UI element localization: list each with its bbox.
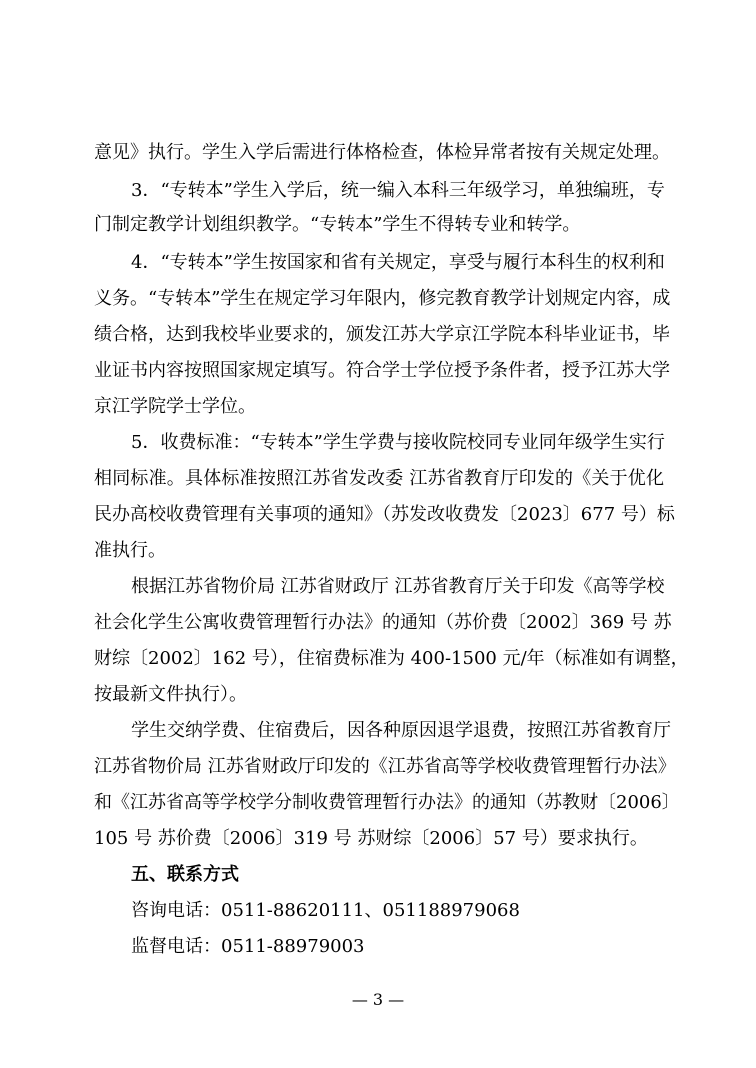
paragraph-line: 4．“专转本”学生按国家和省有关规定，享受与履行本科生的权利和 (131, 252, 665, 273)
paragraph-line: 3．“专转本”学生入学后，统一编入本科三年级学习，单独编班，专 (131, 180, 665, 201)
consult-phone: 咨询电话：0511-88620111、051188979068 (131, 900, 520, 921)
paragraph-line: 5．收费标准：“专转本”学生学费与接收院校同专业同年级学生实行 (131, 432, 665, 453)
section-heading: 五、联系方式 (131, 864, 239, 885)
paragraph-line: 义务。“专转本”学生在规定学习年限内，修完教育教学计划规定内容，成 (94, 288, 671, 309)
supervise-phone: 监督电话：0511-88979003 (131, 936, 365, 957)
paragraph-line: 民办高校收费管理有关事项的通知》（苏发改收费发〔2023〕677 号）标 (94, 504, 675, 525)
paragraph-line: 江苏省物价局 江苏省财政厅印发的《江苏省高等学校收费管理暂行办法》 (94, 756, 676, 777)
paragraph-line: 业证书内容按照国家规定填写。符合学士学位授予条件者，授予江苏大学 (94, 360, 670, 381)
paragraph-line: 社会化学生公寓收费管理暂行办法》的通知（苏价费〔2002〕369 号 苏 (94, 612, 672, 633)
page-number: — 3 — (351, 990, 405, 1009)
paragraph-line: 绩合格，达到我校毕业要求的，颁发江苏大学京江学院本科毕业证书，毕 (94, 324, 670, 345)
paragraph-line: 和《江苏省高等学校学分制收费管理暂行办法》的通知（苏教财〔2006〕 (94, 792, 680, 813)
paragraph-line: 学生交纳学费、住宿费后，因各种原因退学退费，按照江苏省教育厅 (131, 720, 671, 741)
paragraph-line: 财综〔2002〕162 号），住宿费标准为 400-1500 元/年（标准如有调整， (94, 648, 689, 669)
paragraph-line: 京江学院学士学位。 (94, 396, 256, 417)
paragraph-line: 105 号 苏价费〔2006〕319 号 苏财综〔2006〕57 号）要求执行。 (94, 828, 648, 849)
paragraph-line: 相同标准。具体标准按照江苏省发改委 江苏省教育厅印发的《关于优化 (94, 468, 664, 489)
paragraph-line: 准执行。 (94, 540, 166, 561)
paragraph-line: 根据江苏省物价局 江苏省财政厅 江苏省教育厅关于印发《高等学校 (131, 576, 665, 597)
paragraph-line: 按最新文件执行）。 (94, 684, 247, 705)
paragraph-line: 意见》执行。学生入学后需进行体格检查，体检异常者按有关规定处理。 (94, 142, 670, 163)
paragraph-line: 门制定教学计划组织教学。“专转本”学生不得转专业和转学。 (94, 214, 581, 235)
